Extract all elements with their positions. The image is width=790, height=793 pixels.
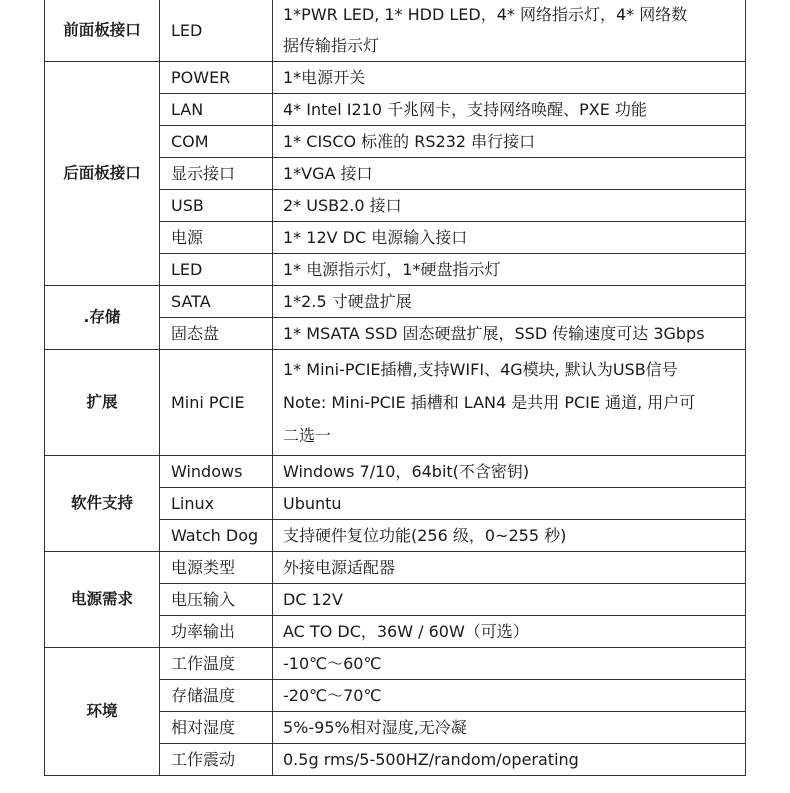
row-value: 0.5g rms/5-500HZ/random/operating [273, 744, 746, 776]
row-label: Watch Dog [160, 520, 273, 552]
table-row [45, 552, 746, 584]
table-row [45, 456, 746, 488]
table-row [45, 648, 746, 680]
row-value: 1* CISCO 标准的 RS232 串行接口 [273, 126, 746, 158]
table-row [45, 62, 746, 94]
category-power: 电源需求 [45, 552, 160, 648]
table-row [45, 350, 746, 456]
row-label: SATA [160, 286, 273, 318]
row-value: 1*2.5 寸硬盘扩展 [273, 286, 746, 318]
row-label: 固态盘 [160, 318, 273, 350]
row-value: 1* Mini-PCIE插槽,支持WIFI、4G模块, 默认为USB信号 Note: Mini-PCIE 插槽和 LAN4 是共用 PCIE 通道, 用户可 二选一 [273, 350, 746, 456]
row-value: Ubuntu [273, 488, 746, 520]
row-label: 存储温度 [160, 680, 273, 712]
row-value: AC TO DC，36W / 60W（可选） [273, 616, 746, 648]
row-label: 电源 [160, 222, 273, 254]
row-label: POWER [160, 62, 273, 94]
row-label: 电源类型 [160, 552, 273, 584]
row-value: -10℃～60℃ [273, 648, 746, 680]
spec-table [44, 0, 746, 776]
row-label: Mini PCIE [160, 350, 273, 456]
row-value: DC 12V [273, 584, 746, 616]
row-value: -20℃～70℃ [273, 680, 746, 712]
row-label: Linux [160, 488, 273, 520]
row-value: 1* 电源指示灯，1*硬盘指示灯 [273, 254, 746, 286]
row-value: 外接电源适配器 [273, 552, 746, 584]
row-value: 1* 12V DC 电源输入接口 [273, 222, 746, 254]
row-value: 1*PWR LED, 1* HDD LED，4* 网络指示灯，4* 网络数 据传输指示灯 [273, 0, 746, 62]
category-expansion: 扩展 [45, 350, 160, 456]
category-storage: .存储 [45, 286, 160, 350]
row-value: 1* MSATA SSD 固态硬盘扩展，SSD 传输速度可达 3Gbps [273, 318, 746, 350]
table-row [45, 0, 746, 62]
row-label: 显示接口 [160, 158, 273, 190]
category-front-panel: 前面板接口 [45, 0, 160, 62]
row-label: LAN [160, 94, 273, 126]
row-label: 电压输入 [160, 584, 273, 616]
row-value: 4* Intel I210 千兆网卡，支持网络唤醒、PXE 功能 [273, 94, 746, 126]
row-value: 1*电源开关 [273, 62, 746, 94]
row-value: Windows 7/10，64bit(不含密钥) [273, 456, 746, 488]
category-rear-panel: 后面板接口 [45, 62, 160, 286]
table-row [45, 286, 746, 318]
row-label: COM [160, 126, 273, 158]
row-value: 5%-95%相对湿度,无冷凝 [273, 712, 746, 744]
row-label: 功率输出 [160, 616, 273, 648]
row-label: LED [160, 0, 273, 62]
row-label: 相对湿度 [160, 712, 273, 744]
row-label: 工作震动 [160, 744, 273, 776]
row-label: USB [160, 190, 273, 222]
row-value: 1*VGA 接口 [273, 158, 746, 190]
category-software: 软件支持 [45, 456, 160, 552]
row-value: 支持硬件复位功能(256 级，0~255 秒) [273, 520, 746, 552]
row-label: 工作温度 [160, 648, 273, 680]
row-value: 2* USB2.0 接口 [273, 190, 746, 222]
category-environment: 环境 [45, 648, 160, 776]
row-label: Windows [160, 456, 273, 488]
row-label: LED [160, 254, 273, 286]
